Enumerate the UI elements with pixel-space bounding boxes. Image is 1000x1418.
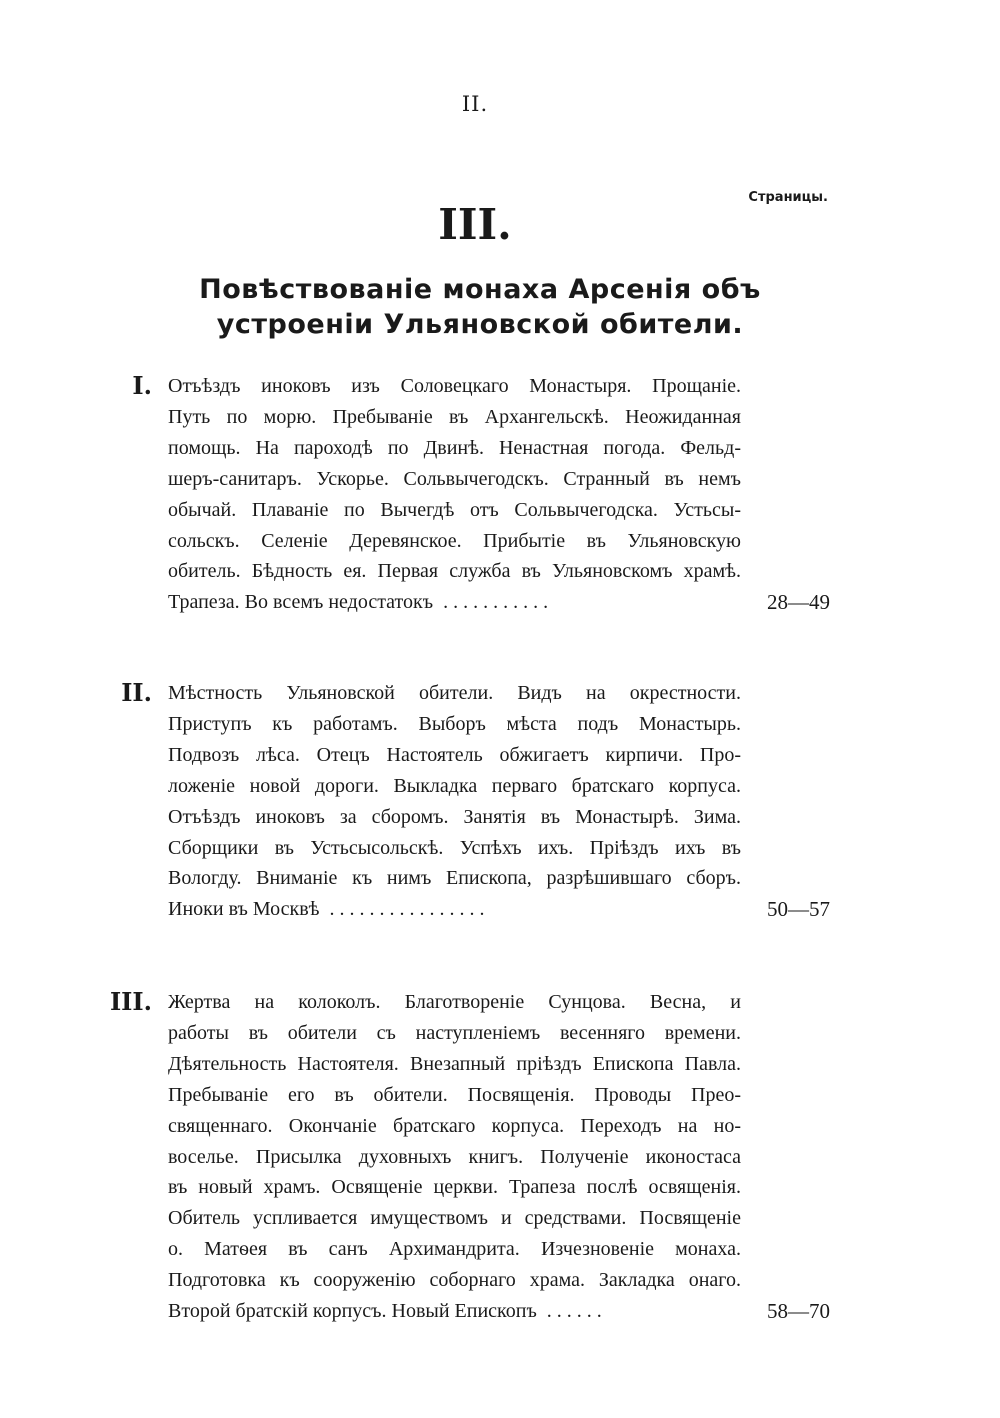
section-last-line [168,894,830,924]
section-last-line [168,587,830,617]
section-text-line: Пребываніе его въ обители. Посвященія. Проводы Прео- [168,1083,741,1106]
section-numeral: III. [109,987,152,1016]
section-last-line-text: Второй братскій корпусъ. Новый Епископъ [168,1300,537,1322]
section-last-line-text: Трапеза. Во всемъ недостатокъ [168,591,434,614]
section-numeral: II. [121,678,152,707]
section-text-line: Отъѣздъ иноковъ за сборомъ. Занятія въ Монастырѣ. Зима. [168,805,741,828]
section-text-line: работы въ обители съ наступленіемъ весенняго времени. [168,1021,741,1044]
page-range: 28—49 [767,590,830,615]
page-number: II. [461,92,489,116]
section-text-line: Сборщики въ Устьсысольскѣ. Успѣхъ ихъ. Пріѣздъ ихъ въ [168,836,741,859]
section-text-line: Подвозъ лѣса. Отецъ Настоятель обжигаетъ кирпичи. Про- [168,743,741,766]
pages-column-label: Страницы. [748,190,828,205]
section-text-line: о. Матѳея въ санъ Архимандрита. Изчезновеніе монаха. [168,1238,741,1261]
chapter-number: III. [438,200,512,249]
leader-dots: . . . . . . . . . . . . . . . . [329,898,485,921]
section-text-line: ложеніе новой дороги. Выкладка перваго братскаго корпуса. [168,774,741,797]
section-text-line: въ новый храмъ. Освященіе церкви. Трапеза послѣ освященія. [168,1176,741,1199]
section-text-line: Отъѣздъ иноковъ изъ Соловецкаго Монастыря. Прощаніе. [168,375,741,397]
section-text-line: Вологду. Вниманіе къ нимъ Епископа, разрѣшившаго сборъ. [168,867,741,890]
section-last-line-text: Иноки въ Москвѣ [168,898,320,921]
section-text-line: Обитель успливается имуществомъ и средствами. Посвященіе [168,1207,741,1230]
leader-dots: . . . . . . . . . . . [443,591,549,614]
page-range: 58—70 [767,1299,830,1323]
section-text-line: обитель. Бѣдность ея. Первая служба въ Ульяновскомъ храмѣ. [168,560,741,583]
section-text-line: Дѣятельность Настоятеля. Внезапный пріѣздъ Епископа Павла. [168,1052,741,1075]
section-text-line: воселье. Присылка духовныхъ книгъ. Полученіе иконостаса [168,1145,741,1168]
section-last-line [168,1296,830,1326]
section-text-line: Приступъ къ работамъ. Выборъ мѣста подъ Монастырь. [168,712,741,735]
section-text-line: шеръ-санитаръ. Ускорье. Сольвычегодскъ. Странный въ немъ [168,467,741,490]
section-text-line: священнаго. Окончаніе братскаго корпуса. Переходъ на но- [168,1114,741,1137]
section-text-line: Мѣстность Ульяновской обители. Видъ на окрестности. [168,682,741,704]
section-text-line: Подготовка къ сооруженію соборнаго храма. Закладка онаго. [168,1269,741,1292]
chapter-title: Повѣствованіе монаха Арсенія объ устроеніи Ульяновской обители. [199,274,761,340]
leader-dots: . . . . . . [546,1300,602,1322]
section-text-line: обычай. Плаваніе по Вычегдѣ отъ Сольвычегодска. Устьсы- [168,498,741,521]
section-text-line: сольскъ. Селеніе Деревянское. Прибытіе въ Ульяновскую [168,529,741,552]
section-numeral: I. [132,371,152,400]
section-text-line: помощь. На пароходѣ по Двинѣ. Ненастная погода. Фельд- [168,436,741,459]
section-text-line: Жертва на колоколъ. Благотвореніе Сунцова. Весна, и [168,991,741,1013]
section-text-line: Путь по морю. Пребываніе въ Архангельскѣ. Неожиданная [168,405,741,428]
page-range: 50—57 [767,897,830,922]
